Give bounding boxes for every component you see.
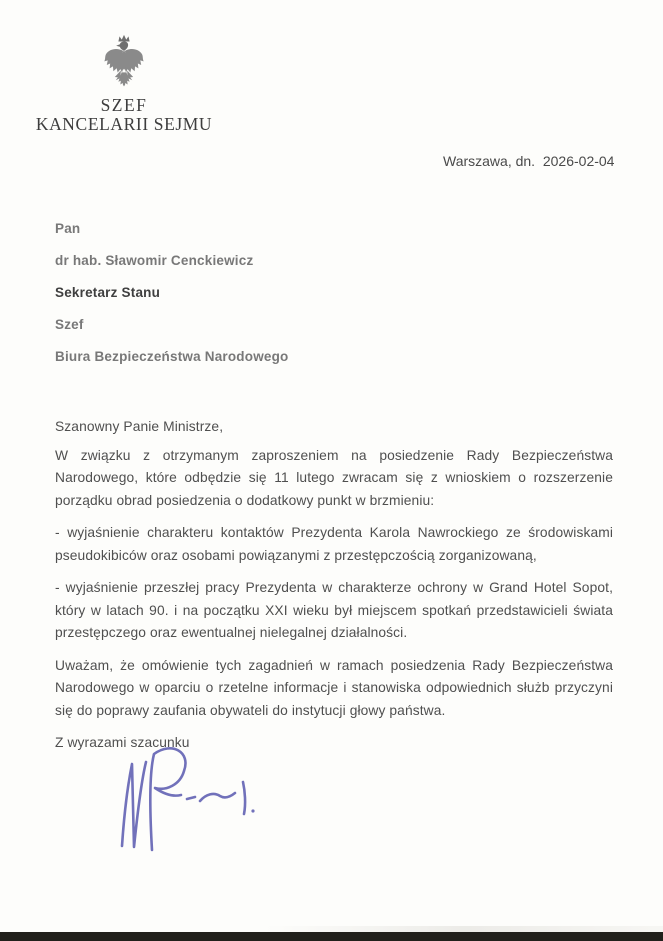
paragraph-point-1: - wyjaśnienie charakteru kontaktów Prezydenta Karola Nawrockiego ze środowiskami pseudokibiców oraz osobami powiązanymi z przestępczością zorganizowaną, <box>55 525 613 563</box>
closing-phrase: Z wyrazami szacunku <box>55 735 190 750</box>
letterhead-title-line2: KANCELARII SEJMU <box>35 114 213 134</box>
paragraph-point-2: - wyjaśnienie przeszłej pracy Prezydenta w charakterze ochrony w Grand Hotel Sopot, który w latach 90. i na początku XXI wieku był miejscem spotkań przedstawicieli świata przestępczego oraz ewentualnej nielegalnej działalności. <box>55 580 613 640</box>
recipient-block <box>55 222 289 382</box>
date-line: Warszawa, dn. 2026-02-04 <box>443 153 615 169</box>
recipient-line-title: Sekretarz Stanu <box>55 285 161 300</box>
letter-body <box>55 416 613 755</box>
polish-eagle-emblem-icon <box>98 34 150 92</box>
paragraph-request: W związku z otrzymanym zaproszeniem na posiedzenie Rady Bezpieczeństwa Narodowego, które odbędzie się 11 lutego zwracam się z wnioskiem o rozszerzenie porządku obrad posiedzenia o dodatkowy punkt w brzmieniu: <box>55 447 613 508</box>
salutation: Szanowny Panie Ministrze, <box>55 419 224 434</box>
scan-edge-bar <box>0 932 663 941</box>
letterhead-title-line1: SZEF <box>100 95 148 115</box>
recipient-line-institution: Biura Bezpieczeństwa Narodowego <box>55 349 289 364</box>
recipient-line-role: Szef <box>55 317 84 332</box>
handwritten-signature <box>88 744 263 859</box>
paragraph-conclusion: Uważam, że omówienie tych zagadnień w ramach posiedzenia Rady Bezpieczeństwa Narodowego w oparciu o rzetelne informacje i stanowiska odpowiednich służb przyczyni się do poprawy zaufania obywateli do instytucji głowy państwa. <box>55 657 613 718</box>
letterhead <box>24 34 224 134</box>
recipient-line-name: dr hab. Sławomir Cenckiewicz <box>55 253 254 268</box>
recipient-line-honorific: Pan <box>55 221 81 236</box>
